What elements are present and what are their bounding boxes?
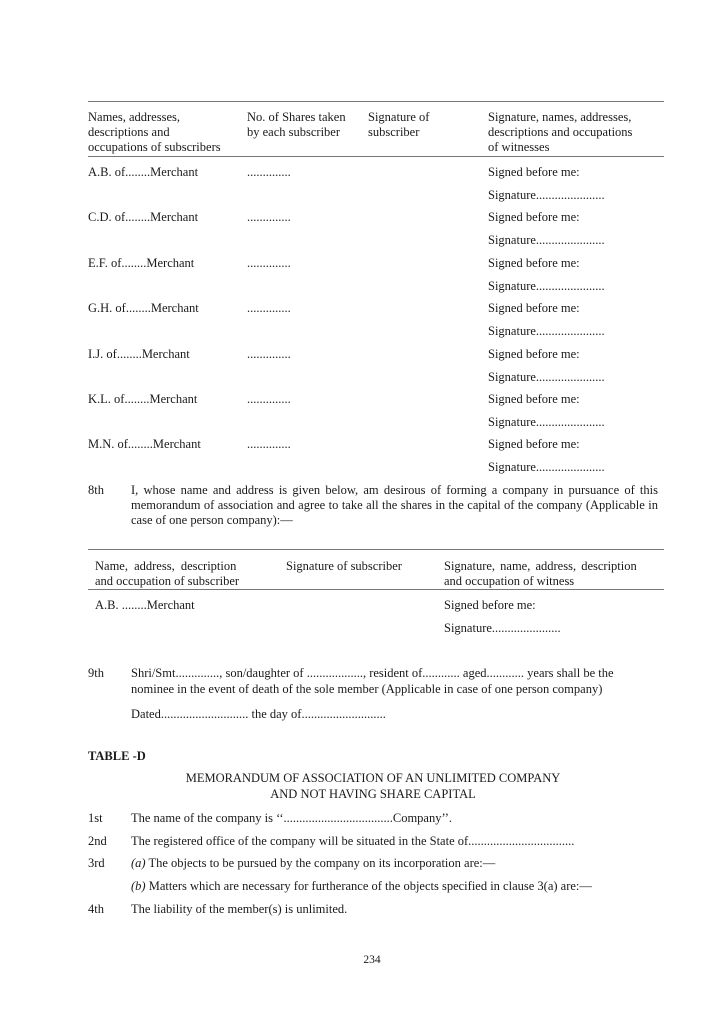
table1-header-rule [88,156,664,157]
witness-signature: Signature...................... [488,370,605,384]
clause-number: 9th [88,666,104,680]
witness-signature: Signature...................... [488,233,605,247]
clause-9-line-1: Shri/Smt.............., son/daughter of .................., resident of............ aged............ years shall be the [131,666,614,680]
shares-taken: .............. [247,301,291,315]
clause-label: (b) [131,879,146,893]
table2-header-rule [88,589,664,590]
witness-signature: Signature...................... [488,415,605,429]
clause-9-dated: Dated............................ the day of........................... [131,707,386,721]
memorandum-title: MEMORANDUM OF ASSOCIATION OF AN UNLIMITED COMPANY [185,771,561,785]
subscriber-name: E.F. of........Merchant [88,256,195,270]
signed-before-me: Signed before me: [488,165,580,179]
subscriber-name: I.J. of........Merchant [88,347,190,361]
memorandum-subtitle: AND NOT HAVING SHARE CAPITAL [270,787,476,801]
witness-signature: Signature...................... [488,460,605,474]
section-heading: TABLE -D [88,749,146,763]
clause-8-text: I, whose name and address is given below, am desirous of forming a company in pursuance of this memorandum of association and agree to take all the shares in the capital of the company (Applicable in case of one person company):— [131,483,658,527]
table1-header-shares: No. of Shares taken by each subscriber [247,110,346,139]
witness-signature: Signature...................... [444,621,561,635]
table1-top-rule [88,101,664,102]
signed-before-me: Signed before me: [488,347,580,361]
witness-signature: Signature...................... [488,188,605,202]
signed-before-me: Signed before me: [488,437,580,451]
witness-signature: Signature...................... [488,324,605,338]
subscriber-name: A.B. of........Merchant [88,165,199,179]
table2-top-rule [88,549,664,550]
signed-before-me: Signed before me: [488,392,580,406]
clause-text: The liability of the member(s) is unlimited. [131,902,348,916]
subscriber-name: G.H. of........Merchant [88,301,199,315]
clause-number: 1st [88,811,103,825]
witness-signature: Signature...................... [488,279,605,293]
clause-number: 2nd [88,834,107,848]
clause-label: (a) [131,856,146,870]
table1-header-names: Names, addresses, descriptions and occupations of subscribers [88,110,221,154]
table2-header-signature: Signature of subscriber [286,559,402,573]
shares-taken: .............. [247,392,291,406]
shares-taken: .............. [247,210,291,224]
subscriber-name: K.L. of........Merchant [88,392,198,406]
page-number: 234 [363,954,381,966]
clause-number: 4th [88,902,104,916]
table1-header-signature: Signature of subscriber [368,110,430,139]
clause-text: (b) Matters which are necessary for furtherance of the objects specified in clause 3(a) are:— [131,879,592,893]
table1-header-witnesses: Signature, names, addresses, descriptions and occupations of witnesses [488,110,633,154]
table2-header-name: Name, address, description and occupation of subscriber [95,559,240,588]
shares-taken: .............. [247,437,291,451]
clause-number: 3rd [88,856,105,870]
subscriber-name: C.D. of........Merchant [88,210,199,224]
shares-taken: .............. [247,165,291,179]
subscriber-name: M.N. of........Merchant [88,437,201,451]
signed-before-me: Signed before me: [488,256,580,270]
subscriber-name: A.B. ........Merchant [95,598,195,612]
clause-text: The registered office of the company will be situated in the State of.................................. [131,834,575,848]
signed-before-me: Signed before me: [444,598,536,612]
shares-taken: .............. [247,256,291,270]
signed-before-me: Signed before me: [488,210,580,224]
clause-number: 8th [88,483,104,497]
signed-before-me: Signed before me: [488,301,580,315]
clause-9-line-2: nominee in the event of death of the sole member (Applicable in case of one person company) [131,682,603,696]
table2-header-witness: Signature, name, address, description and occupation of witness [444,559,637,588]
shares-taken: .............. [247,347,291,361]
clause-text: (a) The objects to be pursued by the company on its incorporation are:— [131,856,496,870]
clause-text: The name of the company is ‘‘...................................Company’’. [131,811,452,825]
